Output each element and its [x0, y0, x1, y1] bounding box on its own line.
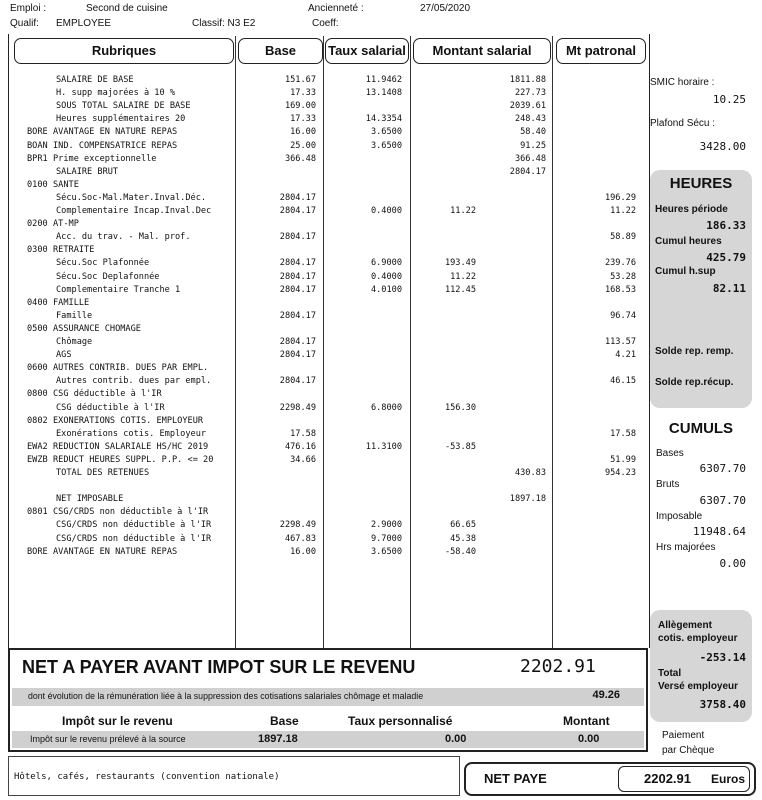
row-base: 2804.17	[279, 337, 316, 347]
row-montant: 366.48	[514, 153, 546, 164]
row-taux: 6.8000	[370, 402, 402, 413]
row-label: REDUCT HEURES SUPPL. P.P. <= 20	[53, 454, 214, 465]
cumul-heures-value: 425.79	[706, 251, 746, 264]
row-montant: 430.83	[514, 468, 546, 478]
row-patronal: 53.28	[610, 271, 636, 282]
row-label: IND. COMPENSATRICE REPAS	[53, 140, 178, 151]
impot-montant-value: 0.00	[578, 733, 600, 745]
row-base: 17.33	[290, 114, 316, 125]
row-label: Heures supplémentaires 20	[56, 114, 186, 125]
row-montant: 1897.18	[509, 494, 546, 505]
row-label: SANTE	[53, 179, 79, 190]
row-label: CSG déductible à l'IR	[53, 389, 162, 400]
net-paye-label: NET PAYE	[484, 771, 547, 786]
row-label: Prime exceptionnelle	[53, 153, 157, 164]
row-patronal: 4.21	[615, 350, 636, 361]
row-montant: 11.22	[450, 271, 476, 282]
row-patronal: 51.99	[610, 454, 636, 465]
anciennete-label: Ancienneté :	[308, 3, 364, 14]
bruts-value: 6307.70	[699, 494, 746, 507]
row-montant: 11.22	[450, 206, 476, 216]
row-taux: 6.9000	[370, 258, 402, 269]
row-base: 366.48	[284, 153, 316, 164]
row-patronal: 239.76	[604, 258, 636, 269]
evolution-label: dont évolution de la rémunération liée à la suppression des cotisations salariales chômage et maladie	[28, 691, 424, 701]
row-label: CSG/CRDS non déductible à l'IR	[53, 507, 209, 518]
row-label: Sécu.Soc Plafonnée	[56, 258, 150, 269]
row-label: TOTAL DES RETENUES	[56, 468, 150, 478]
row-taux: 4.0100	[370, 284, 402, 295]
qualif-value: EMPLOYEE	[56, 18, 112, 29]
row-patronal: 196.29	[604, 192, 636, 203]
row-patronal: 17.58	[610, 428, 636, 439]
col-header-base: Base	[238, 38, 323, 64]
bases-value: 6307.70	[699, 462, 746, 475]
col-divider	[552, 36, 553, 648]
row-montant: 193.49	[444, 258, 476, 269]
row-patronal: 168.53	[604, 284, 636, 295]
row-code: 0801	[27, 507, 48, 518]
row-label: Exonérations cotis. Employeur	[56, 428, 207, 439]
row-base: 2804.17	[279, 284, 316, 295]
net-avant-impot-value: 2202.91	[520, 656, 596, 677]
total-label-2: Versé employeur	[658, 681, 739, 692]
bruts-label: Bruts	[656, 479, 680, 490]
row-montant: 227.73	[514, 88, 546, 99]
row-patronal: 11.22	[610, 206, 636, 216]
row-label: SOUS TOTAL SALAIRE DE BASE	[56, 101, 191, 112]
row-base: 17.58	[290, 428, 316, 439]
col-header-rubriques: Rubriques	[14, 38, 234, 64]
row-montant: -53.85	[444, 441, 476, 452]
row-base: 2804.17	[279, 376, 316, 387]
smic-value: 10.25	[712, 93, 746, 106]
cumul-heures-label: Cumul heures	[655, 236, 722, 247]
smic-label: SMIC horaire :	[650, 77, 715, 88]
qualif-label: Qualif:	[10, 18, 39, 29]
row-code: BPR1	[27, 153, 48, 164]
row-montant: 2039.61	[509, 101, 546, 112]
row-label: Famille	[56, 310, 93, 321]
hrs-maj-value: 0.00	[719, 557, 746, 570]
row-base: 34.66	[290, 454, 316, 465]
row-base: 169.00	[284, 101, 316, 112]
row-montant: 1811.88	[509, 75, 546, 85]
row-label: AVANTAGE EN NATURE REPAS	[53, 546, 178, 557]
row-label: Complementaire Tranche 1	[56, 284, 181, 295]
net-paye-currency: Euros	[711, 772, 746, 786]
row-montant: 2804.17	[509, 166, 546, 177]
allegement-label-2: cotis. employeur	[658, 633, 738, 644]
impot-taux-header: Taux personnalisé	[348, 714, 453, 728]
heures-periode-label: Heures période	[655, 204, 728, 215]
col-header-patronal: Mt patronal	[556, 38, 646, 64]
impot-base-value: 1897.18	[258, 733, 298, 745]
coeff-label: Coeff:	[312, 18, 339, 29]
imposable-label: Imposable	[656, 511, 703, 522]
evolution-value: 49.26	[592, 689, 620, 701]
row-label: H. supp majorées à 10 %	[56, 88, 175, 99]
row-montant: 112.45	[444, 284, 476, 295]
row-label: CSG/CRDS non déductible à l'IR	[56, 520, 212, 531]
cumul-hsup-label: Cumul h.sup	[655, 266, 716, 277]
row-label: EXONERATIONS COTIS. EMPLOYEUR	[53, 415, 204, 426]
row-taux: 0.4000	[370, 271, 402, 282]
row-label: Sécu.Soc-Mal.Mater.Inval.Déc.	[56, 192, 207, 203]
row-montant: 66.65	[450, 520, 476, 531]
total-label: Total	[658, 668, 682, 679]
row-taux: 0.4000	[370, 206, 402, 216]
impot-row-label: Impôt sur le revenu prélevé à la source	[30, 734, 186, 744]
paiement-label: Paiement	[662, 730, 705, 741]
row-code: 0100	[27, 179, 48, 190]
row-montant: 156.30	[444, 402, 476, 413]
row-taux: 3.6500	[370, 140, 402, 151]
row-taux: 13.1408	[365, 88, 402, 99]
row-base: 151.67	[284, 75, 316, 85]
row-code: EWZB	[27, 454, 48, 465]
row-base: 2804.17	[279, 206, 316, 216]
row-base: 16.00	[290, 127, 316, 138]
row-label: AUTRES CONTRIB. DUES PAR EMPL.	[53, 363, 209, 374]
col-header-montant: Montant salarial	[413, 38, 551, 64]
row-montant: 45.38	[450, 533, 476, 544]
row-code: BORE	[27, 127, 48, 138]
impot-taux-value: 0.00	[445, 733, 467, 745]
row-code: BORE	[27, 546, 48, 557]
row-code: 0200	[27, 219, 48, 230]
paiement-mode: par Chèque	[662, 745, 715, 756]
row-code: 0400	[27, 297, 48, 308]
row-taux: 2.9000	[370, 520, 402, 531]
row-montant: -58.40	[444, 546, 476, 557]
col-divider	[235, 36, 236, 648]
net-avant-impot-label: NET A PAYER AVANT IMPOT SUR LE REVENU	[22, 657, 416, 677]
emploi-label: Emploi :	[10, 3, 47, 14]
row-taux: 11.3100	[365, 441, 402, 452]
row-label: RETRAITE	[53, 245, 95, 256]
row-label: Autres contrib. dues par empl.	[56, 376, 212, 387]
row-base: 476.16	[284, 441, 316, 452]
row-base: 17.33	[290, 88, 316, 99]
row-taux: 3.6500	[370, 546, 402, 557]
heures-periode-value: 186.33	[706, 219, 746, 232]
row-base: 2298.49	[279, 402, 316, 413]
row-code: 0300	[27, 245, 48, 256]
impot-base-header: Base	[270, 714, 299, 728]
row-code: 0802	[27, 415, 48, 426]
row-base: 467.83	[284, 533, 316, 544]
row-montant: 58.40	[520, 127, 546, 138]
total-value: 3758.40	[699, 698, 746, 711]
row-code: BOAN	[27, 140, 48, 151]
emploi-value: Second de cuisine	[86, 3, 168, 14]
row-taux: 9.7000	[370, 533, 402, 544]
row-base: 2804.17	[279, 271, 316, 282]
bases-label: Bases	[656, 448, 684, 459]
row-base: 25.00	[290, 140, 316, 151]
row-taux: 3.6500	[370, 127, 402, 138]
row-label: REDUCTION SALARIALE HS/HC 2019	[53, 441, 209, 452]
row-montant: 91.25	[520, 140, 546, 151]
row-code: EWA2	[27, 441, 48, 452]
hrs-maj-label: Hrs majorées	[656, 542, 716, 553]
col-divider	[323, 36, 324, 648]
row-patronal: 58.89	[610, 232, 636, 243]
row-base: 2804.17	[279, 232, 316, 243]
row-patronal: 113.57	[604, 337, 636, 347]
row-patronal: 96.74	[610, 310, 636, 321]
row-taux: 14.3354	[365, 114, 402, 125]
convention-text: Hôtels, cafés, restaurants (convention nationale)	[14, 772, 280, 782]
row-taux: 11.9462	[365, 75, 402, 85]
row-base: 2804.17	[279, 258, 316, 269]
row-label: ASSURANCE CHOMAGE	[53, 323, 141, 334]
row-label: AVANTAGE EN NATURE REPAS	[53, 127, 178, 138]
row-label: AGS	[56, 350, 72, 361]
impot-montant-header: Montant	[563, 714, 610, 728]
plafond-value: 3428.00	[699, 140, 746, 153]
heures-title: HEURES	[669, 175, 733, 192]
row-base: 2298.49	[279, 520, 316, 531]
row-montant: 248.43	[514, 114, 546, 125]
row-code: 0500	[27, 323, 48, 334]
col-header-taux: Taux salarial	[325, 38, 409, 64]
row-label: Acc. du trav. - Mal. prof.	[56, 232, 191, 243]
row-label: CSG déductible à l'IR	[56, 402, 165, 413]
solde-remp-label: Solde rep. remp.	[655, 346, 734, 357]
solde-recup-label: Solde rep.récup.	[655, 377, 734, 388]
row-label: SALAIRE BRUT	[56, 166, 119, 177]
row-base: 16.00	[290, 546, 316, 557]
anciennete-value: 27/05/2020	[420, 3, 471, 14]
row-code: 0600	[27, 363, 48, 374]
row-label: FAMILLE	[53, 297, 90, 308]
row-base: 2804.17	[279, 350, 316, 361]
row-code: 0800	[27, 389, 48, 400]
row-label: NET IMPOSABLE	[56, 494, 124, 505]
net-paye-value: 2202.91	[644, 771, 691, 786]
cumuls-title: CUMULS	[668, 420, 734, 437]
plafond-label: Plafond Sécu :	[650, 118, 716, 129]
impot-label: Impôt sur le revenu	[62, 714, 173, 728]
row-base: 2804.17	[279, 310, 316, 321]
row-patronal: 46.15	[610, 376, 636, 387]
allegement-label: Allègement	[658, 620, 712, 631]
classif-label: Classif: N3 E2	[192, 18, 256, 29]
row-label: Sécu.Soc Deplafonnée	[56, 271, 160, 282]
row-base: 2804.17	[279, 192, 316, 203]
row-label: SALAIRE DE BASE	[56, 75, 134, 85]
row-label: Chômage	[56, 337, 93, 347]
row-label: AT-MP	[53, 219, 79, 230]
allegement-value: -253.14	[699, 651, 746, 664]
row-label: CSG/CRDS non déductible à l'IR	[56, 533, 212, 544]
row-label: Complementaire Incap.Inval.Dec	[56, 206, 212, 216]
cumul-hsup-value: 82.11	[712, 282, 746, 295]
imposable-value: 11948.64	[693, 525, 746, 538]
row-patronal: 954.23	[604, 468, 636, 478]
